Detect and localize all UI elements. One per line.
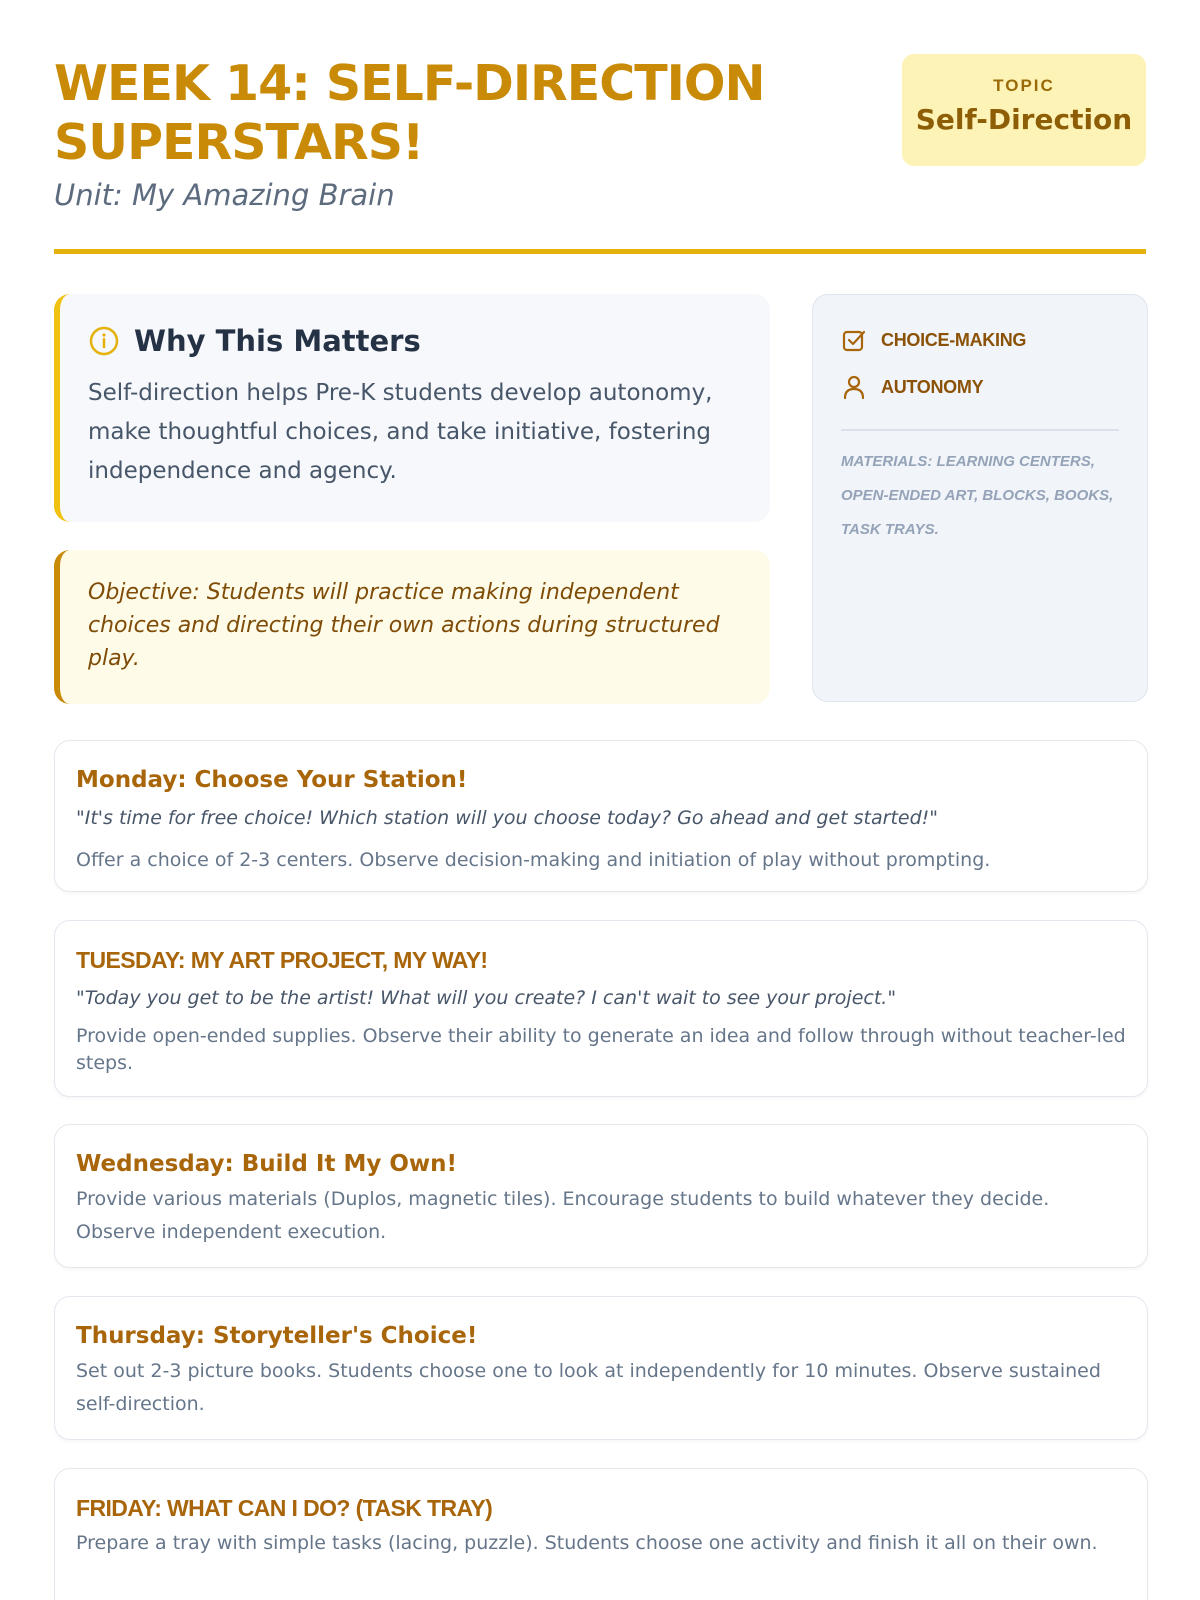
why-this-matters-card: [54, 294, 770, 522]
person-icon: [841, 374, 867, 400]
page-title: WEEK 14: SELF-DIRECTION SUPERSTARS!: [54, 55, 765, 171]
day-quote: "It's time for free choice! Which station will you choose today? Go ahead and get started!": [76, 807, 939, 829]
day-title: Monday: Choose Your Station!: [76, 767, 468, 793]
day-description: Provide various materials (Duplos, magnetic tiles). Encourage students to build whatever they decide. Observe independent execution.: [76, 1188, 1050, 1243]
checkbox-icon: [841, 327, 867, 353]
topic-value: Self-Direction: [915, 103, 1133, 136]
day-description: Offer a choice of 2-3 centers. Observe decision-making and initiation of play without prompting.: [76, 849, 991, 871]
day-card-friday: [54, 1468, 1148, 1600]
day-title: FRIDAY: WHAT CAN I DO? (TASK TRAY): [76, 1495, 493, 1521]
day-title: Wednesday: Build It My Own!: [76, 1151, 458, 1177]
why-title: Why This Matters: [134, 324, 421, 358]
objective-card: [54, 550, 770, 704]
day-description: Prepare a tray with simple tasks (lacing, puzzle). Students choose one activity and finish it all on their own.: [76, 1532, 1098, 1554]
topic-badge: [902, 54, 1146, 166]
day-card-wednesday: [54, 1124, 1148, 1268]
info-icon: [88, 325, 120, 357]
tag-label: AUTONOMY: [881, 376, 984, 397]
divider: [841, 429, 1119, 431]
why-text: Self-direction helps Pre-K students develop autonomy, make thoughtful choices, and take initiative, fostering independence and agency.: [88, 380, 713, 484]
side-panel: [812, 294, 1148, 702]
day-card-tuesday: [54, 920, 1148, 1097]
day-title: TUESDAY: MY ART PROJECT, MY WAY!: [76, 947, 488, 973]
tag-choice-making: [841, 327, 1026, 353]
why-heading: [88, 324, 421, 358]
day-card-thursday: [54, 1296, 1148, 1440]
tag-label: CHOICE-MAKING: [881, 329, 1027, 350]
tag-autonomy: [841, 374, 983, 400]
day-title: Thursday: Storyteller's Choice!: [76, 1323, 478, 1349]
day-description: Set out 2-3 picture books. Students choose one to look at independently for 10 minutes. Observe sustained self-direction.: [76, 1360, 1101, 1415]
day-card-monday: [54, 740, 1148, 892]
page-header: [54, 0, 1146, 254]
unit-subtitle: Unit: My Amazing Brain: [54, 178, 395, 212]
materials-text: MATERIALS: LEARNING CENTERS, OPEN-ENDED ART, BLOCKS, BOOKS, TASK TRAYS.: [841, 453, 1114, 538]
objective-text: Objective: Students will practice making independent choices and directing their own actions during structured play.: [88, 580, 720, 671]
day-quote: "Today you get to be the artist! What will you create? I can't wait to see your project.": [76, 987, 897, 1009]
topic-label: TOPIC: [993, 76, 1055, 95]
day-description: Provide open-ended supplies. Observe their ability to generate an idea and follow through without teacher-led steps.: [76, 1025, 1126, 1074]
